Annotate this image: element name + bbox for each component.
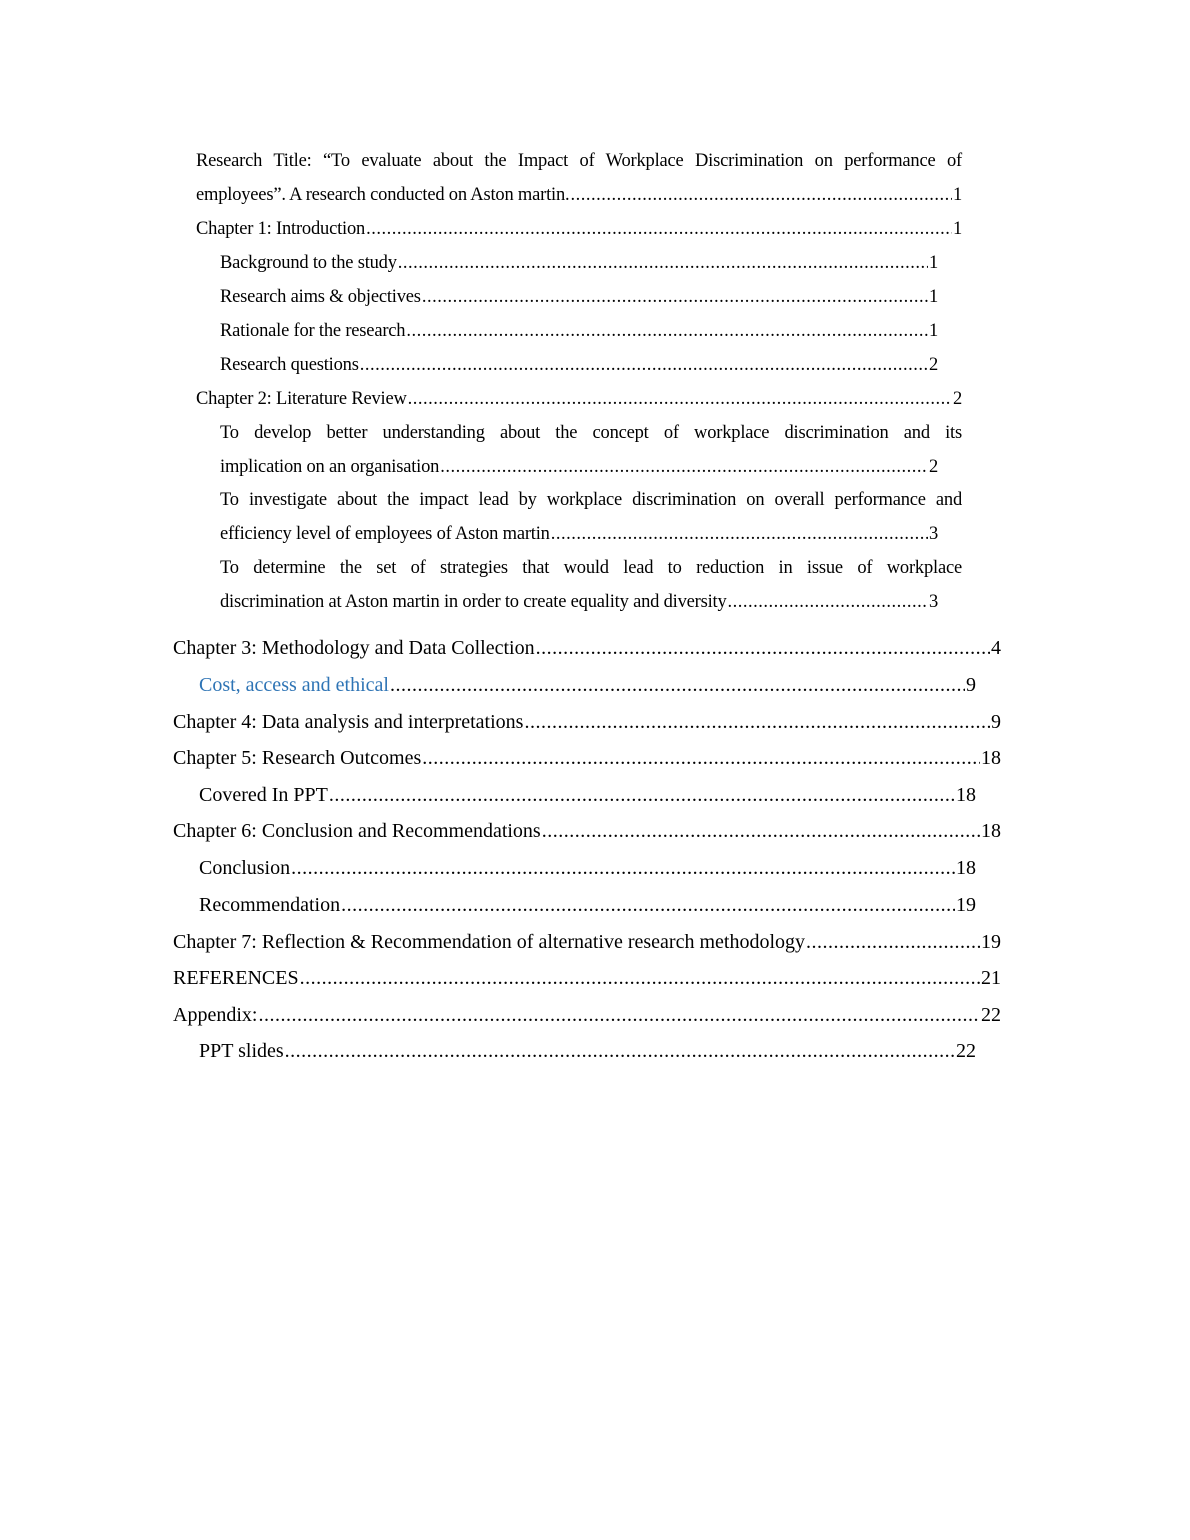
dot-leader (570, 185, 951, 206)
toc-entry-title: Chapter 1: Introduction (196, 219, 366, 239)
toc-entry-title: discrimination at Aston martin in order to create equality and diversity (220, 592, 727, 612)
toc-page-number: 3 (928, 524, 938, 544)
toc-page-number: 1 (952, 185, 962, 205)
toc-page-number: 2 (928, 457, 938, 477)
toc-entry-title: Background to the study (220, 253, 397, 273)
toc-entry-chapter-1[interactable] (196, 219, 962, 240)
toc-entry-chapter-2[interactable] (196, 389, 962, 410)
toc-entry-objective-1[interactable] (220, 457, 938, 478)
toc-entry-title: Rationale for the research (220, 321, 406, 341)
dot-leader (542, 820, 980, 843)
toc-research-title-line1[interactable]: Research Title: “To evaluate about the Impact of Workplace Discrimination on performance of (196, 151, 962, 171)
toc-entry-cost-access-ethical[interactable] (199, 674, 976, 697)
dot-leader (360, 355, 928, 376)
dot-leader (551, 524, 928, 545)
toc-entry-title: Research questions (220, 355, 359, 375)
toc-page-number: 2 (952, 389, 962, 409)
toc-page-number: 1 (928, 287, 938, 307)
toc-entry-title: Recommendation (199, 894, 341, 916)
toc-entry-title: Conclusion (199, 857, 291, 879)
toc-entry-recommendation[interactable] (199, 894, 976, 917)
toc-entry-references[interactable] (173, 967, 1001, 990)
toc-page-number: 19 (956, 894, 976, 916)
toc-entry-title: Chapter 2: Literature Review (196, 389, 407, 409)
toc-entry-research-questions[interactable] (220, 355, 938, 376)
toc-page-number: 4 (991, 637, 1001, 659)
toc-page-number: 1 (952, 219, 962, 239)
toc-entry-title: REFERENCES (173, 967, 299, 989)
toc-page-number: 9 (966, 674, 976, 696)
dot-leader (398, 253, 928, 274)
dot-leader (728, 592, 928, 613)
toc-entry-title: Chapter 7: Reflection & Recommendation of alternative research methodology (173, 931, 806, 953)
toc-entry-chapter-3[interactable] (173, 637, 1001, 660)
toc-entry-chapter-6[interactable] (173, 820, 1001, 843)
dot-leader (408, 389, 952, 410)
toc-entry-title: employees”. A research conducted on Aston martin. (196, 185, 570, 205)
toc-entry-title: efficiency level of employees of Aston martin (220, 524, 550, 544)
dot-leader (390, 674, 965, 697)
toc-entry-chapter-4[interactable] (173, 711, 1001, 734)
dot-leader (285, 1040, 955, 1063)
toc-entry-chapter-5[interactable] (173, 747, 1001, 770)
toc-page-number: 18 (981, 820, 1001, 842)
toc-entry-objective-1-line1[interactable]: To develop better understanding about the concept of workplace discrimination and its (220, 423, 962, 443)
toc-page-number: 19 (981, 931, 1001, 953)
dot-leader (329, 784, 955, 807)
toc-entry-background[interactable] (220, 253, 938, 274)
toc-page-number: 22 (956, 1040, 976, 1062)
toc-entry-title: Chapter 5: Research Outcomes (173, 747, 422, 769)
toc-entry-title-link: Cost, access and ethical (199, 674, 389, 696)
toc-page-number: 2 (928, 355, 938, 375)
toc-entry-title: Chapter 6: Conclusion and Recommendations (173, 820, 541, 842)
dot-leader (258, 1004, 980, 1027)
toc-entry-covered-in-ppt[interactable] (199, 784, 976, 807)
toc-page-number: 22 (981, 1004, 1001, 1026)
dot-leader (806, 931, 980, 954)
dot-leader (536, 637, 990, 660)
toc-page-number: 18 (956, 857, 976, 879)
toc-entry-ppt-slides[interactable] (199, 1040, 976, 1063)
dot-leader (341, 894, 955, 917)
toc-entry-appendix[interactable] (173, 1004, 1001, 1027)
toc-page-number: 1 (928, 321, 938, 341)
toc-entry-title: Chapter 4: Data analysis and interpretations (173, 711, 524, 733)
toc-entry-title: implication on an organisation (220, 457, 440, 477)
toc-entry-aims-objectives[interactable] (220, 287, 938, 308)
toc-entry-conclusion[interactable] (199, 857, 976, 880)
toc-entry-rationale[interactable] (220, 321, 938, 342)
dot-leader (300, 967, 980, 990)
dot-leader (406, 321, 928, 342)
toc-entry-title: PPT slides (199, 1040, 284, 1062)
dot-leader (440, 457, 928, 478)
toc-entry-chapter-7[interactable] (173, 931, 1001, 954)
toc-page-number: 21 (981, 967, 1001, 989)
toc-page-number: 18 (981, 747, 1001, 769)
toc-entry-objective-2-line1[interactable]: To investigate about the impact lead by workplace discrimination on overall performance and (220, 490, 962, 510)
toc-page-number: 3 (928, 592, 938, 612)
toc-entry-objective-3[interactable] (220, 592, 938, 613)
dot-leader (422, 747, 980, 770)
dot-leader (422, 287, 928, 308)
toc-entry-objective-3-line1[interactable]: To determine the set of strategies that would lead to reduction in issue of workplace (220, 558, 962, 578)
toc-entry-title: Research aims & objectives (220, 287, 421, 307)
dot-leader (524, 711, 990, 734)
dot-leader (366, 219, 952, 240)
toc-page-number: 9 (991, 711, 1001, 733)
dot-leader (291, 857, 955, 880)
toc-page-number: 18 (956, 784, 976, 806)
toc-entry-objective-2[interactable] (220, 524, 938, 545)
toc-page-number: 1 (928, 253, 938, 273)
toc-entry-title: Appendix: (173, 1004, 258, 1026)
toc-entry-title: Chapter 3: Methodology and Data Collection (173, 637, 535, 659)
toc-entry-title: Covered In PPT (199, 784, 328, 806)
toc-entry-research-title[interactable] (196, 185, 962, 206)
